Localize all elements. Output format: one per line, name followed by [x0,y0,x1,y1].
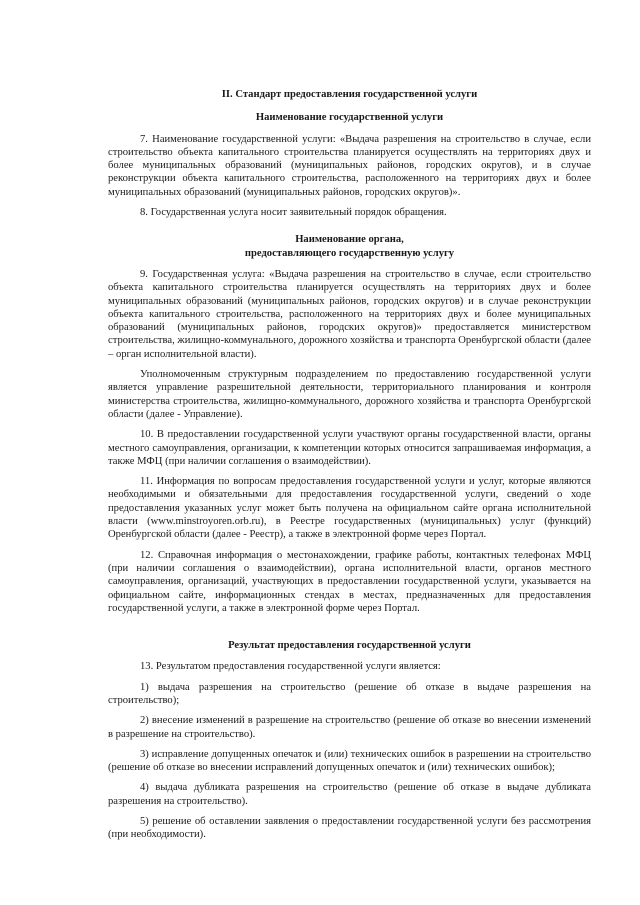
heading-authority [108,233,591,260]
paragraph-9: 9. Государственная услуга: «Выдача разрешения на строительство в случае, если строительство объекта капитального строительства планируется осуществлять на территориях двух и более муниципальных образований (муниципальных районов, городских округов) и в случае реконструкции объекта капитального строительства, расположенного на территориях двух и более муниципальных образований (муниципальных районов, городских округов)» предоставляется министерством строительства, жилищно-коммунального, дорожного хозяйства и транспорта Оренбургской области (далее – орган исполнительной власти). [108,268,591,360]
paragraph-10: 10. В предоставлении государственной услуги участвуют органы государственной власти, органы местного самоуправления, организации, к компетенции которых относится запрашиваемая информация, а также МФЦ (при наличии соглашения о взаимодействии). [108,429,591,467]
paragraph-12: 12. Справочная информация о местонахождении, графике работы, контактных телефонах МФЦ (при наличии соглашения о взаимодействии), органа исполнительной власти, органов местного самоуправления, организаций, участвующих в предоставлении государственной услуги, указывается на официальном сайте, информационных стендах в местах, предназначенных для предоставления государственной услуги, а также в электронной форме через Портал. [108,549,591,614]
result-item-5: 5) решение об оставлении заявления о предоставлении государственной услуги без рассмотрения (при необходимости). [108,816,591,841]
result-item-4: 4) выдача дубликата разрешения на строительство (решение об отказе в выдаче дубликата разрешения на строительство). [108,782,591,807]
result-item-1: 1) выдача разрешения на строительство (решение об отказе в выдаче разрешения на строительство); [108,681,591,706]
result-item-3: 3) исправление допущенных опечаток и (или) технических ошибок в разрешении на строительство (решение об отказе во внесении исправлений допущенных опечаток и (или) технических ошибок); [108,748,591,774]
heading-result: Результат предоставления государственной услуги [228,640,471,652]
paragraph-13: 13. Результатом предоставления государственной услуги является: [140,661,441,673]
paragraph-8: 8. Государственная услуга носит заявительный порядок обращения. [140,207,447,219]
paragraph-11: 11. Информация по вопросам предоставления государственной услуги и услуг, которые являются необходимыми и обязательными для предоставления государственной услуги, сведений о ходе предоставления указанных услуг может быть получена на официальном сайте органа исполнительной власти (www.minstroyoren.orb.ru), в Реестре государственных (муниципальных) услуг (функций) Оренбургской области (далее - Реестр), а также в электронной форме через Портал. [108,476,591,541]
heading-authority-line2: предоставляющего государственную услугу [244,247,455,259]
result-item-2: 2) внесение изменений в разрешение на строительство (решение об отказе во внесении изменений в разрешение на строительство). [108,715,591,740]
paragraph-9-continued: Уполномоченным структурным подразделением по предоставлению государственной услуги является управление разрешительной деятельности, территориального планирования и контроля министерства строительства, жилищно-коммунального, дорожного хозяйства и транспорта Оренбургской области (далее - Управление). [108,369,591,420]
paragraph-7: 7. Наименование государственной услуги: «Выдача разрешения на строительство в случае, если строительство объекта капитального строительства планируется осуществлять на территориях двух и более муниципальных образований (муниципальных районов, городских округов), и в случае реконструкции объекта капитального строительства, расположенного на территориях двух и более муниципальных образований (муниципальных районов, городских округов)». [108,133,591,198]
section-title: II. Стандарт предоставления государственной услуги [221,89,478,100]
document-body [108,88,591,849]
heading-authority-line1: Наименование органа, [295,234,404,246]
heading-service-name: Наименование государственной услуги [255,112,444,124]
